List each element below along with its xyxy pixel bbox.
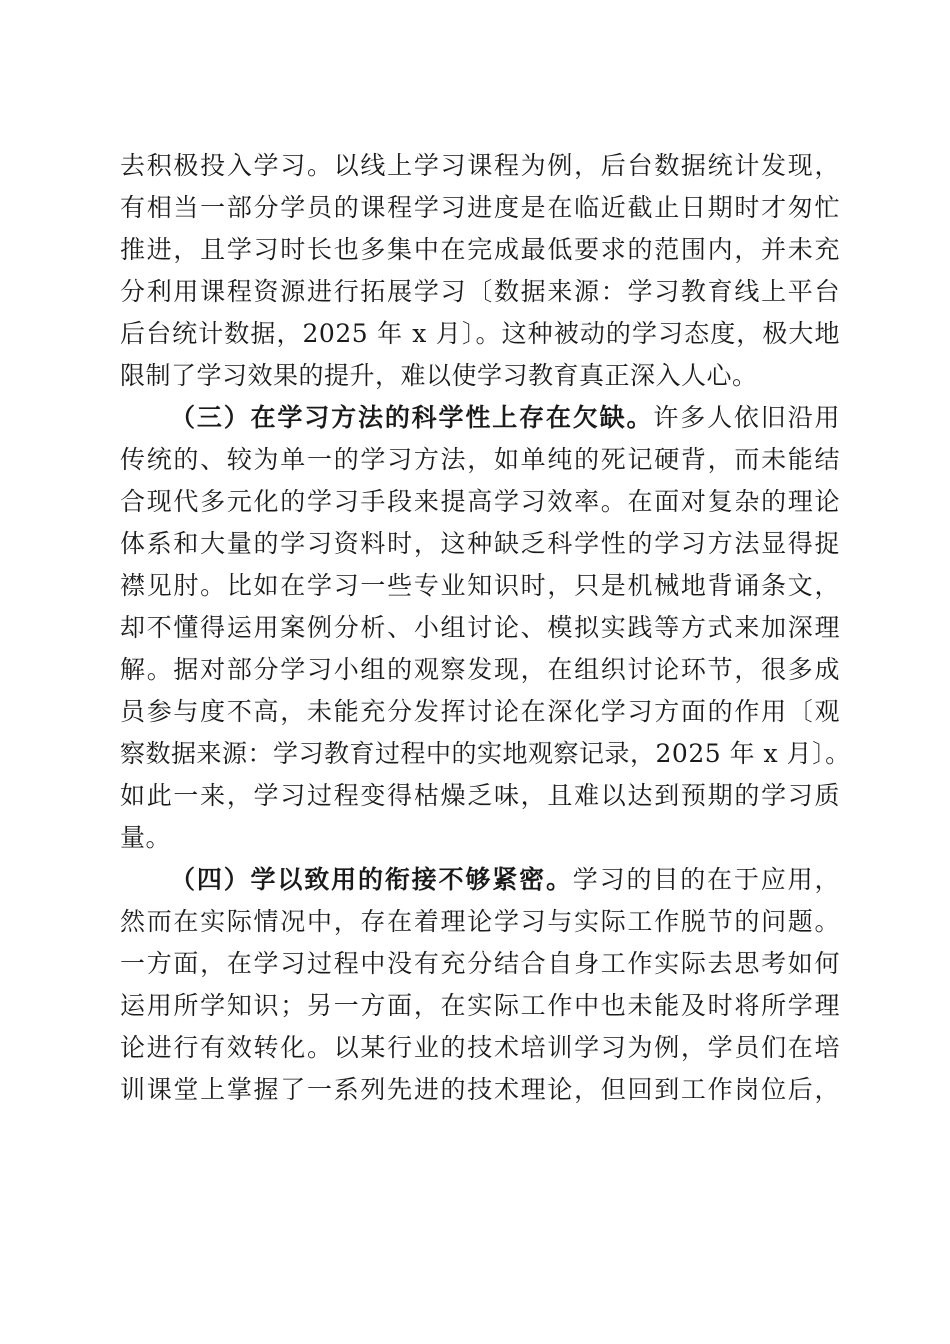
text-line: 量。 [120,823,172,852]
text-line: 却不懂得运用案例分析、小组讨论、模拟实践等方式来加深理 [120,613,840,642]
text-line: 后台统计数据，2025 年 x 月〕。这种被动的学习态度，极大地 [120,319,840,348]
text-line: 分利用课程资源进行拓展学习〔数据来源：学习教育线上平台 [120,277,840,306]
text-line: 一方面，在学习过程中没有充分结合自身工作实际去思考如何 [120,949,840,978]
text-line: 限制了学习效果的提升，难以使学习教育真正深入人心。 [120,361,758,390]
section-4-lead-text: 学习的目的在于应用， [572,865,840,894]
text-line: 传统的、较为单一的学习方法，如单纯的死记硬背，而未能结 [120,445,840,474]
text-line: 有相当一部分学员的课程学习进度是在临近截止日期时才匆忙 [120,193,840,222]
text-line: 体系和大量的学习资料时，这种缺乏科学性的学习方法显得捉 [120,529,840,558]
text-line: 襟见肘。比如在学习一些专业知识时，只是机械地背诵条文， [120,571,840,600]
section-3-heading: （三）在学习方法的科学性上存在欠缺。 [170,403,654,432]
text-line: 去积极投入学习。以线上学习课程为例，后台数据统计发现， [120,151,840,180]
text-line: 合现代多元化的学习手段来提高学习效率。在面对复杂的理论 [120,487,840,516]
document-body [120,145,851,1111]
text-line: 如此一来，学习过程变得枯燥乏味，且难以达到预期的学习质 [120,781,840,810]
text-line: 然而在实际情况中，存在着理论学习与实际工作脱节的问题。 [120,907,840,936]
text-line: 论进行有效转化。以某行业的技术培训学习为例，学员们在培 [120,1033,840,1062]
text-line: 推进，且学习时长也多集中在完成最低要求的范围内，并未充 [120,235,840,264]
section-3-lead-text: 许多人依旧沿用 [653,403,840,432]
text-line: 解。据对部分学习小组的观察发现，在组织讨论环节，很多成 [120,655,840,684]
text-line: 员参与度不高，未能充分发挥讨论在深化学习方面的作用〔观 [120,697,840,726]
section-3-first-line [120,397,840,439]
text-line: 训课堂上掌握了一系列先进的技术理论，但回到工作岗位后， [120,1075,840,1104]
text-line: 察数据来源：学习教育过程中的实地观察记录，2025 年 x 月〕。 [120,739,851,768]
section-4-first-line [120,859,840,901]
section-4-heading: （四）学以致用的衔接不够紧密。 [170,865,573,894]
text-line: 运用所学知识；另一方面，在实际工作中也未能及时将所学理 [120,991,840,1020]
